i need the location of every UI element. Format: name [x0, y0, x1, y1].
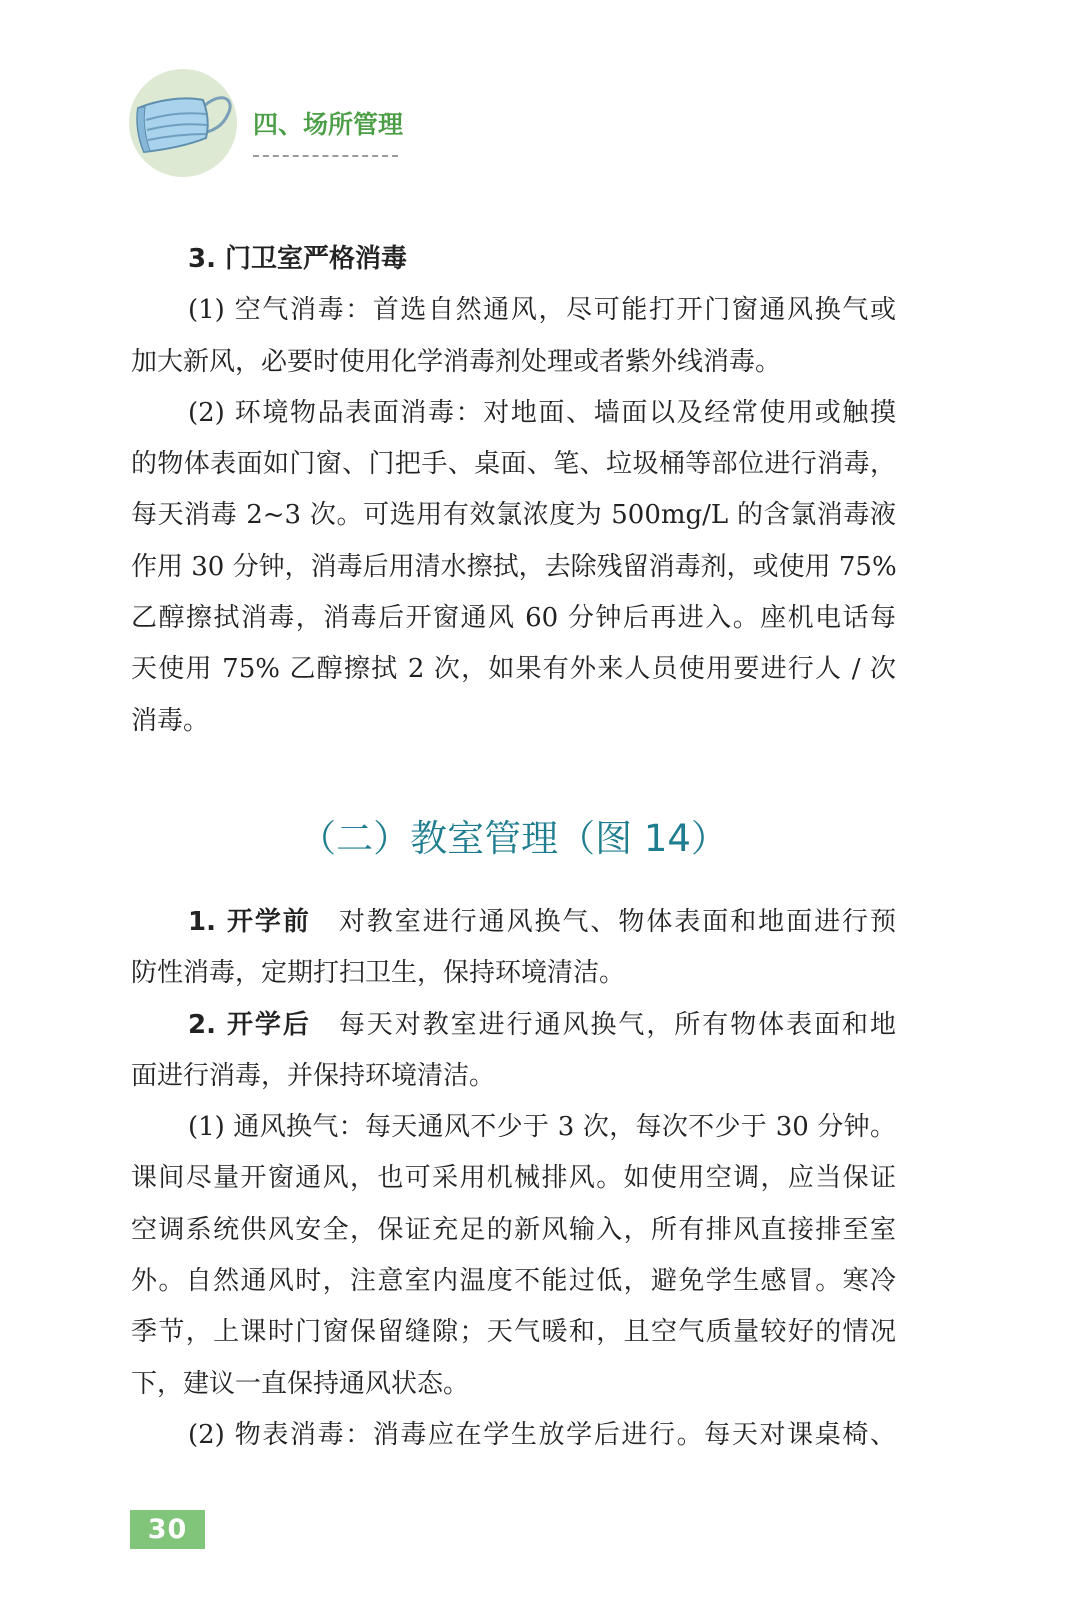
classroom-section	[131, 897, 896, 1461]
text-line	[131, 897, 896, 948]
text-line: 下，建议一直保持通风状态。	[131, 1368, 470, 1399]
text-line	[131, 1000, 896, 1051]
text-line: 加大新风，必要时使用化学消毒剂处理或者紫外线消毒。	[131, 346, 782, 377]
dashed-divider	[253, 155, 398, 157]
text-line: 课间尽量开窗通风，也可采用机械排风。如使用空调，应当保证	[131, 1163, 896, 1194]
text-line: 空调系统供风安全，保证充足的新风输入，所有排风直接排至室	[131, 1214, 896, 1245]
text-span: 对教室进行通风换气、物体表面和地面进行预	[338, 907, 896, 937]
after-school-label: 2. 开学后	[188, 1009, 311, 1040]
text-line: 季节，上课时门窗保留缝隙；天气暖和，且空气质量较好的情况	[131, 1317, 896, 1348]
text-line: 天使用 75% 乙醇擦拭 2 次，如果有外来人员使用要进行人 / 次	[131, 654, 896, 685]
face-mask-icon	[128, 68, 238, 178]
text-line: 的物体表面如门窗、门把手、桌面、笔、垃圾桶等部位进行消毒，	[131, 449, 896, 480]
classroom-heading: （二）教室管理（图 14）	[299, 817, 728, 860]
text-line: (1) 通风换气：每天通风不少于 3 次，每次不少于 30 分钟。	[188, 1112, 896, 1143]
text-line: 作用 30 分钟，消毒后用清水擦拭，去除残留消毒剂，或使用 75%	[131, 551, 897, 582]
section-title: 四、场所管理	[253, 110, 404, 139]
gatehouse-section	[131, 234, 896, 747]
text-line: (2) 环境物品表面消毒：对地面、墙面以及经常使用或触摸	[188, 397, 896, 428]
page-number: 30	[130, 1510, 205, 1549]
subsection-title: 3. 门卫室严格消毒	[188, 244, 408, 274]
text-line: 外。自然通风时，注意室内温度不能过低，避免学生感冒。寒冷	[131, 1266, 896, 1297]
text-line: 乙醇擦拭消毒，消毒后开窗通风 60 分钟后再进入。座机电话每	[131, 603, 896, 634]
text-span: 每天对教室进行通风换气，所有物体表面和地	[338, 1009, 896, 1040]
text-line: 消毒。	[131, 705, 210, 736]
text-line: 防性消毒，定期打扫卫生，保持环境清洁。	[131, 958, 626, 989]
text-line: (2) 物表消毒：消毒应在学生放学后进行。每天对课桌椅、	[188, 1419, 896, 1450]
before-school-label: 1. 开学前	[188, 907, 311, 937]
text-line: 每天消毒 2~3 次。可选用有效氯浓度为 500mg/L 的含氯消毒液	[131, 500, 896, 531]
text-line: 面进行消毒，并保持环境清洁。	[131, 1060, 496, 1091]
text-line: (1) 空气消毒：首选自然通风，尽可能打开门窗通风换气或	[188, 295, 896, 326]
